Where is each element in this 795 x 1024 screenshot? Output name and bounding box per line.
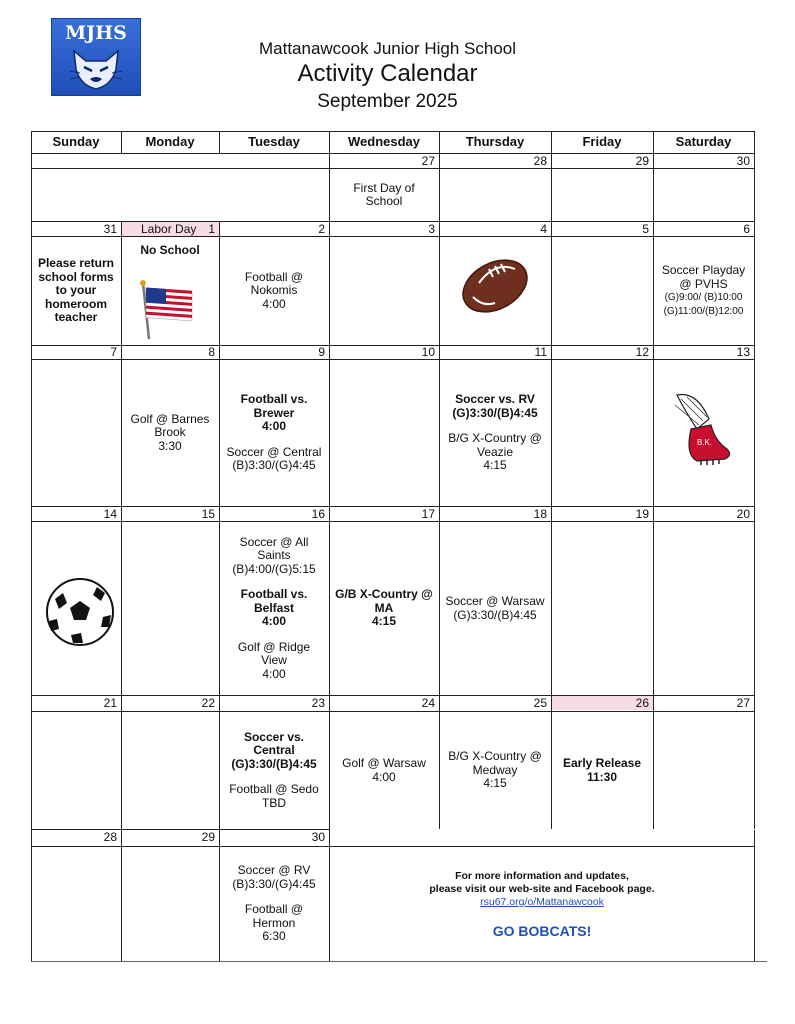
event-no-school: [121, 243, 219, 259]
event-line: school forms: [38, 269, 114, 284]
event-football-nokomis: [219, 237, 329, 345]
event-line: B/G X-Country @: [448, 749, 542, 764]
event-line: Medway: [472, 762, 518, 777]
event-line: Hermon: [252, 915, 296, 930]
event-line: 4:00: [262, 666, 286, 681]
date-number: 26: [552, 696, 653, 710]
day-header-friday: Friday: [582, 134, 622, 149]
event-line: 3:30: [158, 438, 182, 453]
event-line: Veazie: [476, 444, 514, 459]
event-line: 4:00: [261, 614, 287, 629]
date-number: 14: [103, 507, 117, 521]
event-soccer-rv: [439, 360, 551, 506]
event-line: Football @: [244, 902, 304, 917]
winged-shoe-icon: [667, 389, 737, 471]
event-line: (G)3:30/(B)4:45: [452, 405, 538, 420]
event-line: Please return: [37, 256, 115, 271]
event-line: Soccer vs. RV: [455, 392, 535, 407]
date-number: 30: [311, 830, 325, 844]
date-number: 13: [736, 345, 750, 359]
date-number: 1: [122, 222, 219, 236]
event-soccer-playday: [653, 237, 754, 345]
event-line: Nokomis: [250, 283, 298, 298]
event-line: Golf @ Warsaw: [342, 756, 426, 770]
event-line: 4:00: [372, 769, 396, 784]
day-header-wednesday: Wednesday: [347, 134, 420, 149]
date-number: 15: [201, 507, 215, 521]
event-line: G/B X-Country @: [335, 587, 433, 602]
date-number: 23: [311, 696, 325, 710]
date-number: 4: [540, 222, 547, 236]
event-line: (G)9:00/ (B)10:00: [664, 292, 743, 303]
event-line: Golf @ Ridge: [237, 639, 311, 654]
date-number: 27: [736, 696, 750, 710]
event-line: View: [261, 653, 287, 668]
football-icon: [459, 251, 531, 321]
date-number: 9: [318, 345, 325, 359]
event-golf-barnes: [121, 360, 219, 506]
date-number: 29: [635, 154, 649, 168]
event-line: Early Release: [562, 756, 642, 770]
date-number: 19: [635, 507, 649, 521]
event-soccer-warsaw: [439, 522, 551, 695]
event-line: 4:15: [371, 614, 397, 629]
event-line: Football vs.: [240, 587, 308, 602]
event-golf-warsaw: [329, 712, 439, 829]
date-number: 11: [534, 345, 547, 359]
info-line: please visit our web-site and Facebook page.: [429, 882, 655, 895]
event-line: Central: [253, 743, 295, 758]
date-number: 18: [533, 507, 547, 521]
date-number: 6: [743, 222, 750, 236]
event-line: 4:00: [261, 419, 287, 434]
date-number: 25: [533, 696, 547, 710]
page-title: Activity Calendar: [297, 60, 478, 87]
event-early-release: [551, 712, 653, 829]
event-line: (B)4:00/(G)5:15: [232, 561, 316, 576]
event-line: 6:30: [262, 929, 286, 944]
event-line: Soccer @ Warsaw: [445, 594, 545, 608]
event-xcountry-medway: [439, 712, 551, 829]
go-bobcats-slogan: GO BOBCATS!: [492, 923, 592, 939]
day-header-monday: Monday: [145, 134, 195, 149]
event-line: TBD: [262, 795, 286, 810]
date-number: 5: [642, 222, 649, 236]
calendar-month: September 2025: [317, 91, 458, 112]
event-first-day: [329, 169, 439, 221]
event-line: Brewer: [253, 405, 295, 420]
event-line: Saints: [257, 548, 291, 563]
shoe-text: B.K.: [697, 438, 713, 447]
event-line: Soccer Playday: [661, 263, 746, 277]
date-number: 29: [201, 830, 215, 844]
date-number: 10: [421, 345, 435, 359]
date-number: 31: [103, 222, 117, 236]
event-line: Soccer @ All: [239, 534, 309, 549]
date-number: 27: [421, 154, 435, 168]
day-header-saturday: Saturday: [675, 134, 732, 149]
date-number: 28: [533, 154, 547, 168]
date-number: 12: [635, 345, 649, 359]
calendar-grid: [31, 131, 755, 961]
event-line: 11:30: [586, 769, 618, 784]
date-number: 20: [736, 507, 750, 521]
event-line: @ PVHS: [679, 276, 728, 291]
event-tuesday-30: [219, 847, 329, 961]
date-number: 28: [103, 830, 117, 844]
event-line: (G)3:30/(B)4:45: [231, 756, 317, 771]
event-line: 4:00: [262, 296, 286, 311]
day-header-tuesday: Tuesday: [248, 134, 300, 149]
event-line: teacher: [54, 310, 98, 325]
event-line: B/G X-Country @: [448, 431, 542, 446]
event-soccer-central: [219, 712, 329, 829]
event-line: (B)3:30/(G)4:45: [232, 876, 316, 891]
date-number: 22: [201, 696, 215, 710]
day-header-thursday: Thursday: [465, 134, 525, 149]
event-xcountry-ma: [329, 522, 439, 695]
event-line: Golf @ Barnes: [130, 411, 210, 426]
event-line: Soccer vs.: [243, 729, 305, 744]
event-line: Football @ Sedo: [229, 782, 319, 797]
event-line: Brook: [154, 425, 186, 440]
event-school-forms: [31, 249, 121, 333]
logo-text: MJHS: [65, 22, 127, 44]
date-number: 24: [421, 696, 435, 710]
event-line: (G)11:00/(B)12:00: [663, 305, 744, 317]
event-line: Soccer @ Central: [226, 444, 322, 459]
website-link[interactable]: rsu67.org/o/Mattanawcook: [480, 895, 604, 908]
event-line: MA: [374, 600, 394, 615]
event-line: Soccer @ RV: [237, 863, 311, 878]
soccer-ball-icon: [45, 577, 115, 647]
american-flag-icon: [137, 279, 197, 341]
info-box: [330, 847, 754, 961]
date-number: 2: [318, 222, 325, 236]
event-line: (G)3:30/(B)4:45: [453, 607, 537, 622]
event-line: 4:15: [483, 776, 507, 791]
date-number: 30: [736, 154, 750, 168]
event-line: No School: [140, 243, 200, 258]
event-football-brewer: [219, 360, 329, 506]
day-header-sunday: Sunday: [52, 134, 100, 149]
date-number: 7: [110, 345, 117, 359]
holiday-label: Labor Day: [141, 222, 197, 236]
event-line: (B)3:30/(G)4:45: [232, 458, 316, 473]
date-number: 17: [421, 507, 435, 521]
event-line: Football vs.: [240, 392, 308, 407]
event-line: Football @: [244, 269, 304, 284]
event-tuesday-16: [219, 522, 329, 695]
event-line: School: [365, 194, 403, 208]
event-line: to your: [55, 283, 97, 298]
date-number: 3: [428, 222, 435, 236]
date-number: 8: [208, 345, 215, 359]
info-line: For more information and updates,: [455, 869, 629, 882]
bottom-divider: [31, 961, 767, 962]
event-line: Belfast: [253, 600, 294, 615]
event-line: 4:15: [483, 458, 507, 473]
event-line: homeroom: [44, 296, 107, 311]
date-number: 21: [103, 696, 117, 710]
date-number: 16: [311, 507, 325, 521]
school-name: Mattanawcook Junior High School: [258, 39, 517, 58]
event-line: First Day of: [353, 180, 415, 195]
